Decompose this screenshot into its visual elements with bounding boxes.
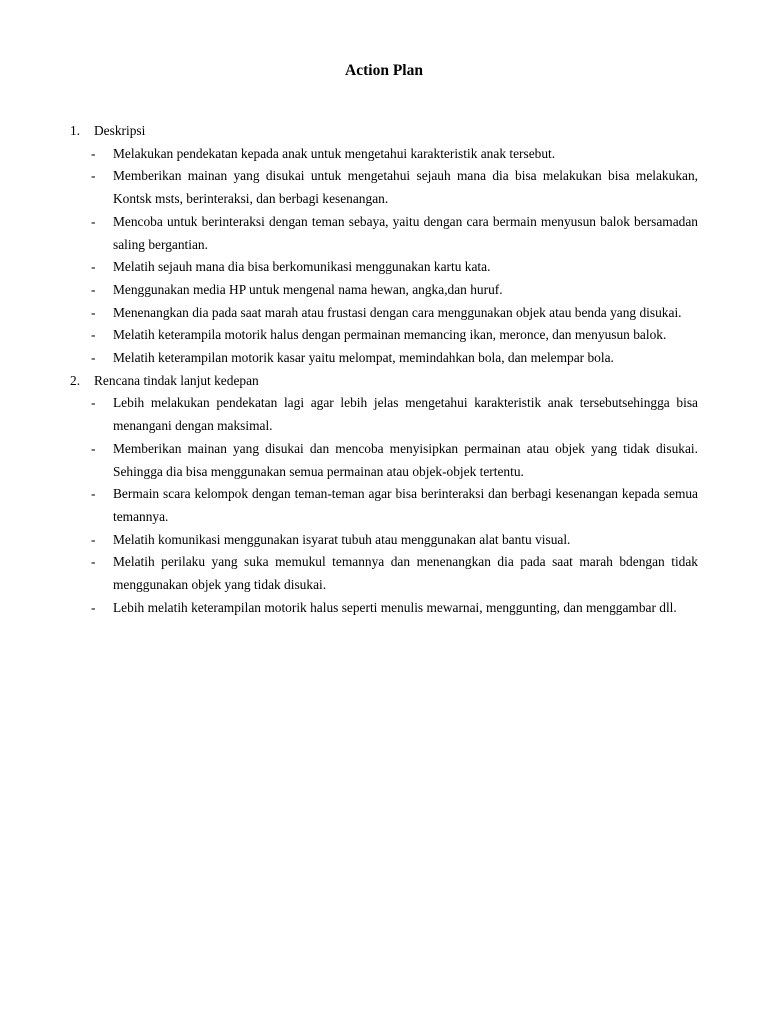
list-item — [70, 211, 698, 256]
list-item-text: Melatih sejauh mana dia bisa berkomunikasi menggunakan kartu kata. — [113, 259, 491, 275]
list-item — [70, 279, 698, 302]
bullet-dash: - — [91, 350, 96, 366]
list-item — [70, 256, 698, 279]
bullet-dash: - — [91, 145, 96, 161]
list-item-text: Mencoba untuk berinteraksi dengan teman sebaya, yaitu dengan cara bermain menyusun balok bersamadan saling bergantian. — [113, 213, 698, 252]
list-item-text: Melatih keterampilan motorik kasar yaitu melompat, memindahkan bola, dan melempar bola. — [113, 350, 614, 366]
list-item — [70, 438, 698, 483]
bullet-dash: - — [91, 304, 96, 320]
bullet-dash: - — [91, 395, 96, 411]
list-item — [70, 529, 698, 552]
bullet-dash: - — [91, 259, 96, 275]
list-item-text: Menggunakan media HP untuk mengenal nama hewan, angka,dan huruf. — [113, 281, 503, 297]
list-item — [70, 597, 698, 620]
list-item-text: Lebih melatih keterampilan motorik halus seperti menulis mewarnai, menggunting, dan menggambar dll. — [113, 599, 677, 615]
list-item-text: Melatih komunikasi menggunakan isyarat tubuh atau menggunakan alat bantu visual. — [113, 531, 571, 547]
list-item-text: Lebih melakukan pendekatan lagi agar lebih jelas mengetahui karakteristik anak tersebutsehingga bisa menangani dengan maksimal. — [113, 395, 698, 434]
section-number: 1. — [70, 123, 81, 138]
bullet-dash: - — [91, 531, 96, 547]
section-list — [70, 143, 698, 370]
list-item — [70, 392, 698, 437]
list-item-text: Bermain scara kelompok dengan teman-teman agar bisa berinteraksi dan berbagi kesenangan kepada semua temannya. — [113, 486, 698, 524]
bullet-dash: - — [91, 168, 96, 184]
list-item — [70, 483, 698, 528]
list-item-text: Melakukan pendekatan kepada anak untuk mengetahui karakteristik anak tersebut. — [113, 145, 556, 161]
section-heading — [70, 370, 698, 393]
list-item — [70, 347, 698, 370]
bullet-dash: - — [91, 213, 96, 229]
bullet-dash: - — [91, 486, 96, 502]
section-deskripsi — [70, 120, 698, 370]
page-title: Action Plan — [345, 62, 423, 79]
list-item — [70, 324, 698, 347]
bullet-dash: - — [91, 554, 96, 570]
list-item-text: Melatih perilaku yang suka memukul temannya dan menenangkan dia pada saat marah bdengan tidak menggunakan objek yang tidak disukai. — [113, 554, 698, 593]
list-item — [70, 551, 698, 596]
list-item — [70, 165, 698, 210]
list-item — [70, 302, 698, 325]
list-item-text: Menenangkan dia pada saat marah atau frustasi dengan cara menggunakan objek atau benda yang disukai. — [113, 304, 682, 320]
list-item-text: Memberikan mainan yang disukai dan mencoba menyisipkan permainan atau objek yang tidak disukai. Sehingga dia bisa menggunakan semua permainan atau objek-objek tertentu. — [113, 440, 698, 479]
list-item — [70, 143, 698, 166]
section-title: Rencana tindak lanjut kedepan — [94, 372, 259, 388]
section-rencana — [70, 370, 698, 620]
bullet-dash: - — [91, 599, 96, 615]
bullet-dash: - — [91, 327, 96, 343]
section-number: 2. — [70, 372, 81, 388]
list-item-text: Memberikan mainan yang disukai untuk mengetahui sejauh mana dia bisa melakukan bisa melakukan, Kontsk msts, berinteraksi, dan berbagi kesenangan. — [113, 168, 698, 207]
section-heading — [70, 120, 698, 143]
list-item-text: Melatih keterampila motorik halus dengan permainan memancing ikan, meronce, dan menyusun balok. — [113, 327, 667, 343]
bullet-dash: - — [91, 281, 96, 297]
document-content — [70, 120, 698, 619]
section-title: Deskripsi — [94, 123, 146, 138]
bullet-dash: - — [91, 440, 96, 456]
section-list — [70, 392, 698, 619]
